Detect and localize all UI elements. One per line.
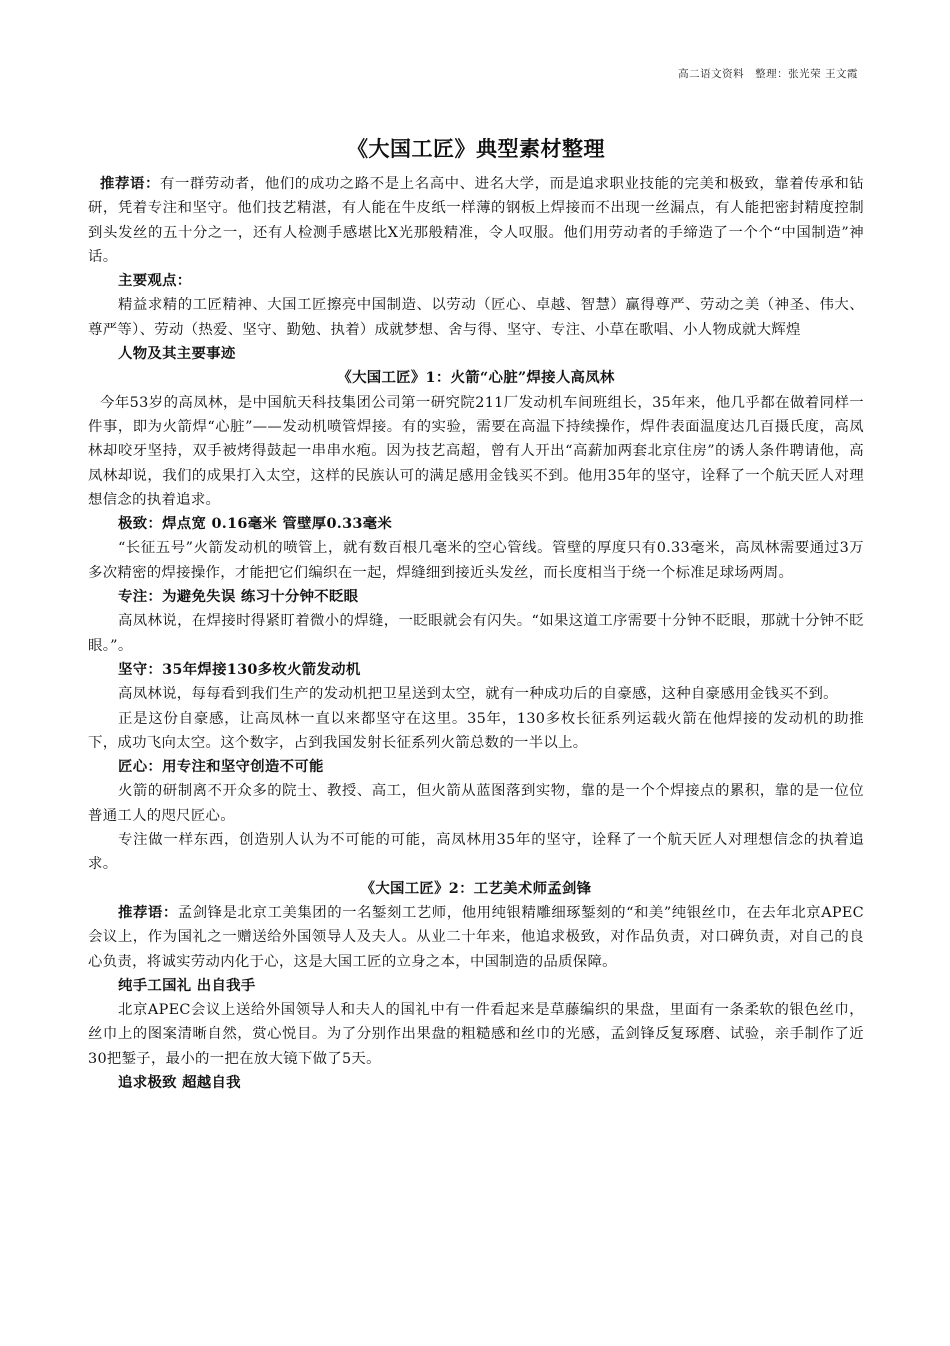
section2-heading-2: 追求极致 超越自我 [118, 1073, 241, 1091]
people-heading: 人物及其主要事迹 [118, 345, 236, 363]
section1-heading-2: 专注：为避免失误 练习十分钟不眨眼 [118, 588, 359, 606]
views-paragraph: 精益求精的工匠精神、大国工匠擦亮中国制造、以劳动（匠心、卓越、智慧）赢得尊严、劳动之美（神圣、伟大、尊严等）、劳动（热爱、坚守、勤勉、执着）成就梦想、舍与得、坚守、专注、小草在歌唱、小人物成就大辉煌 [88, 297, 864, 338]
section1-title: 《大国工匠》1：火箭“心脏”焊接人高凤林 [337, 369, 615, 387]
section2-heading-1: 纯手工国礼 出自我手 [118, 976, 256, 994]
section1-paragraph-4b: 专注做一样东西，创造别人认为不可能的可能，高凤林用35年的坚守，诠释了一个航天匠人对理想信念的执着追求。 [88, 832, 864, 873]
page-header: 高二语文资料 整理：张光荣 王文霞 [678, 68, 858, 80]
section1-intro: 今年53岁的高凤林，是中国航天科技集团公司第一研究院211厂发动机车间班组长，35年来，他几乎都在做着同样一件事，即为火箭焊“心脏”——发动机喷管焊接。有的实验，需要在高温下持续操作，焊件表面温度达几百摄氏度，高凤林却咬牙坚持，双手被烤得鼓起一串串水疱。因为技艺高超，曾有人开出“高薪加两套北京住房”的诱人条件聘请他，高凤林却说，我们的成果打入太空，这样的民族认可的满足感用金钱买不到。他用35年的坚守，诠释了一个航天匠人对理想信念的执着追求。 [88, 394, 864, 508]
intro-paragraph [88, 172, 864, 269]
section2-title: 《大国工匠》2：工艺美术师孟剑锋 [360, 879, 592, 897]
views-heading: 主要观点： [118, 272, 192, 290]
section1-paragraph-3a: 高凤林说，每每看到我们生产的发动机把卫星送到太空，就有一种成功后的自豪感，这种自豪感用金钱买不到。 [118, 686, 838, 703]
section1-paragraph-2: 高凤林说，在焊接时得紧盯着微小的焊缝，一眨眼就会有闪失。“如果这道工序需要十分钟不眨眼，那就十分钟不眨眼。”。 [88, 613, 864, 654]
section1-paragraph-3b: 正是这份自豪感，让高凤林一直以来都坚守在这里。35年，130多枚长征系列运载火箭在他焊接的发动机的助推下，成功飞向太空。这个数字，占到我国发射长征系列火箭总数的一半以上。 [88, 710, 864, 751]
section2-intro-text: 孟剑锋是北京工美集团的一名錾刻工艺师，他用纯银精雕细琢錾刻的“和美”纯银丝巾，在去年北京APEC会议上，作为国礼之一赠送给外国领导人及夫人。从业二十年来，他追求极致，对作品负责，对口碑负责，对自己的良心负责，将诚实劳动内化于心，这是大国工匠的立身之本，中国制造的品质保障。 [88, 904, 864, 970]
section2-intro [88, 901, 864, 974]
section1-paragraph-4a: 火箭的研制离不开众多的院士、教授、高工，但火箭从蓝图落到实物，靠的是一个个焊接点的累积，靠的是一位位普通工人的咫尺匠心。 [88, 783, 864, 824]
intro-text: 有一群劳动者，他们的成功之路不是上名高中、进名大学，而是追求职业技能的完美和极致，靠着传承和钻研，凭着专注和坚守。他们技艺精湛，有人能在牛皮纸一样薄的钢板上焊接而不出现一丝漏点，有人能把密封精度控制到头发丝的五十分之一，还有人检测手感堪比X光那般精准，令人叹服。他们用劳动者的手缔造了一个个“中国制造”神话。 [88, 176, 864, 265]
intro-label: 推荐语： [100, 175, 160, 192]
document-body [88, 172, 864, 1095]
section2-label: 推荐语： [118, 903, 178, 921]
section1-heading-3: 坚守：35年焊接130多枚火箭发动机 [118, 660, 361, 678]
section1-heading-4: 匠心：用专注和坚守创造不可能 [118, 758, 324, 776]
section1-heading-1: 极致：焊点宽 0.16毫米 管壁厚0.33毫米 [118, 515, 393, 533]
section1-paragraph-1: “长征五号”火箭发动机的喷管上，就有数百根几毫米的空心管线。管壁的厚度只有0.33毫米，高凤林需要通过3万多次精密的焊接操作，才能把它们编织在一起，焊缝细到接近头发丝，而长度相当于绕一个标准足球场两周。 [88, 540, 864, 581]
document-title: 《大国工匠》典型素材整理 [347, 136, 605, 161]
section2-paragraph-1: 北京APEC会议上送给外国领导人和夫人的国礼中有一件看起来是草藤编织的果盘，里面有一条柔软的银色丝巾，丝巾上的图案清晰自然，赏心悦目。为了分别作出果盘的粗糙感和丝巾的光感，孟剑锋反复琢磨、试验，亲手制作了近30把錾子，最小的一把在放大镜下做了5天。 [88, 1002, 864, 1067]
